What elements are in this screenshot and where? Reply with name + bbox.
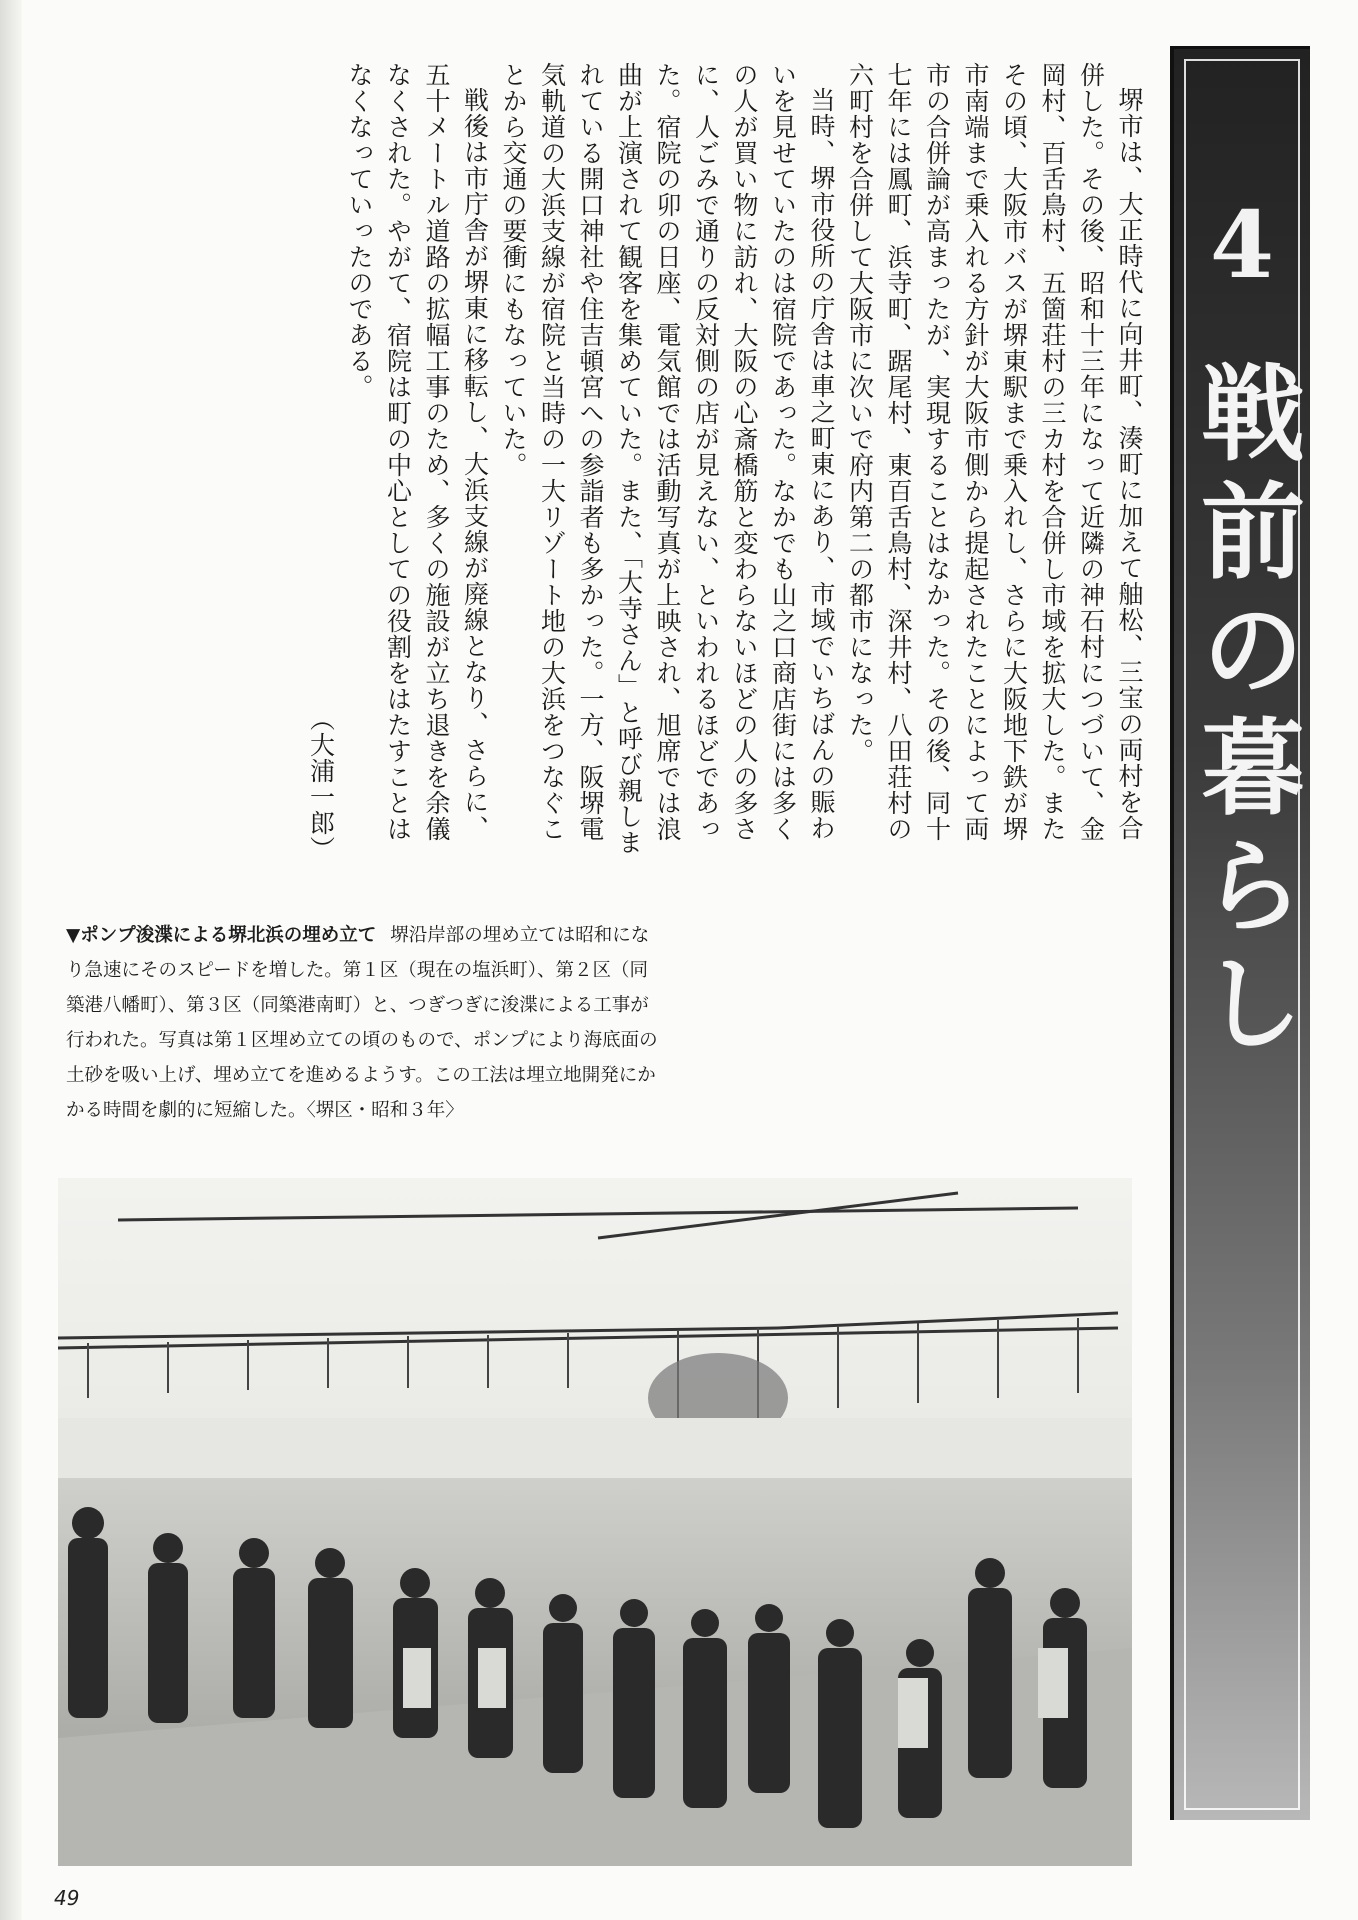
body-paragraph: 堺市は、大正時代に向井町、湊町に加えて舳松、三宝の両村を合併した。その後、昭和十三年になって近隣の神石村につづいて、金岡村、百舌鳥村、五箇荘村の三カ村を合併し市域を拡大した。またその頃、大阪市バスが堺東駅まで乗入れし、さらに大阪地下鉄が堺市南端まで乗入れる方針が大阪市側から提起されたことによって両市の合併論が高まったが、実現することはなかった。その後、同十七年には鳳町、浜寺町、踞尾村、東百舌鳥村、深井村、八田荘村の六町村を合併して大阪市に次いで府内第二の都市になった。 (845, 62, 1144, 842)
page-edge (0, 0, 22, 1920)
chapter-number: 4 (1209, 191, 1274, 299)
body-paragraph: 戦後は市庁舎が堺東に移転し、大浜支線が廃線となり、さらに、五十メートル道路の拡幅工事のため、多くの施設が立ち退きを余儀なくされた。やがて、宿院は町の中心としての役割をはたすことはなくなっていったのである。 (345, 62, 490, 842)
photo-caption (66, 918, 666, 1128)
author-signature: （大浦一郎） (306, 706, 336, 862)
caption-title: ▼ポンプ浚渫による堺北浜の埋め立て (66, 925, 377, 946)
historical-photo (58, 1178, 1132, 1866)
chapter-title: 戦前の暮らし (1183, 359, 1306, 1067)
chapter-banner (1170, 46, 1310, 1820)
body-paragraph: 当時、堺市役所の庁舎は車之町東にあり、市域でいちばんの賑わいを見せていたのは宿院であった。なかでも山之口商店街には多くの人が買い物に訪れ、大阪の心斎橋筋と変わらないほどの人の多さに、人ごみで通りの反対側の店が見えない、といわれるほどであった。宿院の卯の日座、電気館では活動写真が上映され、旭席では浪曲が上演されて観客を集めていた。また、「大寺さん」と呼び親しまれている開口神社や住吉頓宮への参詣者も多かった。一方、阪堺電気軌道の大浜支線が宿院と当時の一大リゾート地の大浜をつなぐことから交通の要衝にもなっていた。 (499, 62, 836, 856)
page-number: 49 (54, 1886, 80, 1910)
body-text (306, 62, 1148, 862)
caption-text: 堺沿岸部の埋め立ては昭和になり急速にそのスピードを増した。第１区（現在の塩浜町）、第２区（同築港八幡町）、第３区（同築港南町）と、つぎつぎに浚渫による工事が行われた。写真は第１区埋め立ての頃のもので、ポンプにより海底面の土砂を吸い上げ、埋め立てを進めるようす。この工法は埋立地開発にかかる時間を劇的に短縮した。〈堺区・昭和３年〉 (66, 925, 658, 1121)
photo-illustration (58, 1178, 1132, 1866)
